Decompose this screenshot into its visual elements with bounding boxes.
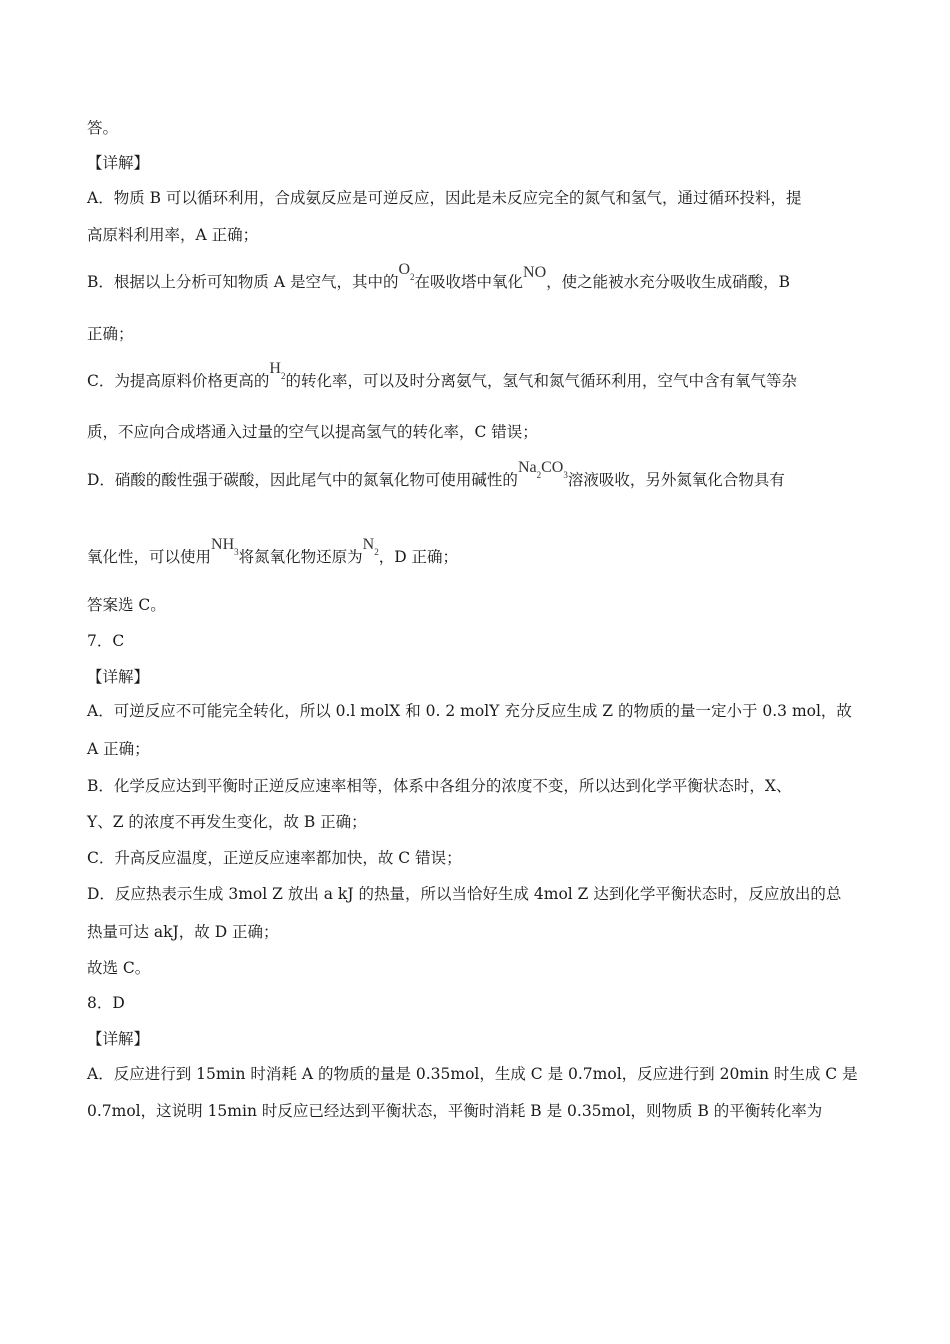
text-line: Y、Z 的浓度不再发生变化，故 B 正确； [87, 813, 367, 831]
text-line: A．可逆反应不可能完全转化，所以 0.l molX 和 0. 2 molY 充分反应生成 Z 的物质的量一定小于 0.3 mol，故 [87, 702, 852, 720]
text-segment: 的转化率，可以及时分离氨气，氢气和氮气循环利用，空气中含有氧气等杂 [285, 372, 797, 390]
text-line: 热量可达 akJ，故 D 正确； [87, 923, 279, 941]
section-heading: 【详解】 [87, 154, 150, 172]
text-line: A 正确； [87, 740, 150, 758]
formula-nh3: $NH_3$ [211, 536, 239, 558]
text-line: 质，不应向合成塔通入过量的空气以提高氢气的转化率，C 错误； [87, 423, 538, 441]
text-line: 故选 C。 [87, 959, 151, 977]
formula-na2co3: $Na_2CO_3$ [517, 459, 568, 481]
text-segment: 在吸收塔中氧化 [414, 273, 524, 291]
text-line-with-formula [87, 261, 791, 299]
text-line: C．升高反应温度，正逆反应速率都加快，故 C 错误； [87, 849, 462, 867]
text-line: A．反应进行到 15min 时消耗 A 的物质的量是 0.35mol，生成 C 是 0.7mol，反应进行到 20min 时生成 C 是 [87, 1065, 858, 1083]
text-segment: C．为提高原料价格更高的 [87, 372, 270, 390]
section-heading: 【详解】 [87, 1030, 150, 1048]
text-segment: 将氮氧化物还原为 [238, 548, 363, 566]
text-line: D．反应热表示生成 3mol Z 放出 a kJ 的热量，所以当恰好生成 4mol Z 达到化学平衡状态时，反应放出的总 [87, 885, 842, 903]
text-line: 答案选 C。 [87, 596, 166, 614]
text-line-with-formula [87, 360, 797, 398]
text-segment: B．根据以上分析可知物质 A 是空气，其中的 [87, 273, 399, 291]
text-line: 高原料利用率，A 正确； [87, 226, 259, 244]
formula-h2: $H_2$ [269, 360, 286, 382]
text-line-with-formula [87, 459, 785, 497]
question-answer: 8．D [87, 994, 125, 1012]
question-answer: 7．C [87, 632, 125, 650]
formula-o2: $O_2$ [398, 261, 415, 283]
section-heading: 【详解】 [87, 668, 150, 686]
formula-n2: $N_2$ [362, 536, 379, 558]
text-segment: ，使之能被水充分吸收生成硝酸，B [546, 273, 791, 291]
text-segment: 溶液吸收，另外氮氧化合物具有 [567, 471, 785, 489]
text-segment: 氧化性，可以使用 [87, 548, 212, 566]
text-line: B．化学反应达到平衡时正逆反应速率相等，体系中各组分的浓度不变，所以达到化学平衡状态时，X、 [87, 777, 792, 795]
text-line: 0.7mol，这说明 15min 时反应已经达到平衡状态，平衡时消耗 B 是 0.35mol，则物质 B 的平衡转化率为 [87, 1102, 823, 1120]
text-segment: D．硝酸的酸性强于碳酸，因此尾气中的氮氧化物可使用碱性的 [87, 471, 518, 489]
text-line: 答。 [87, 119, 119, 137]
text-segment: ，D 正确； [378, 548, 459, 566]
text-line: 正确； [87, 325, 134, 343]
formula-no: NO [523, 264, 547, 281]
text-line-with-formula [87, 536, 459, 574]
text-line: A．物质 B 可以循环利用，合成氨反应是可逆反应，因此是未反应完全的氮气和氢气，通过循环投料，提 [87, 189, 802, 207]
